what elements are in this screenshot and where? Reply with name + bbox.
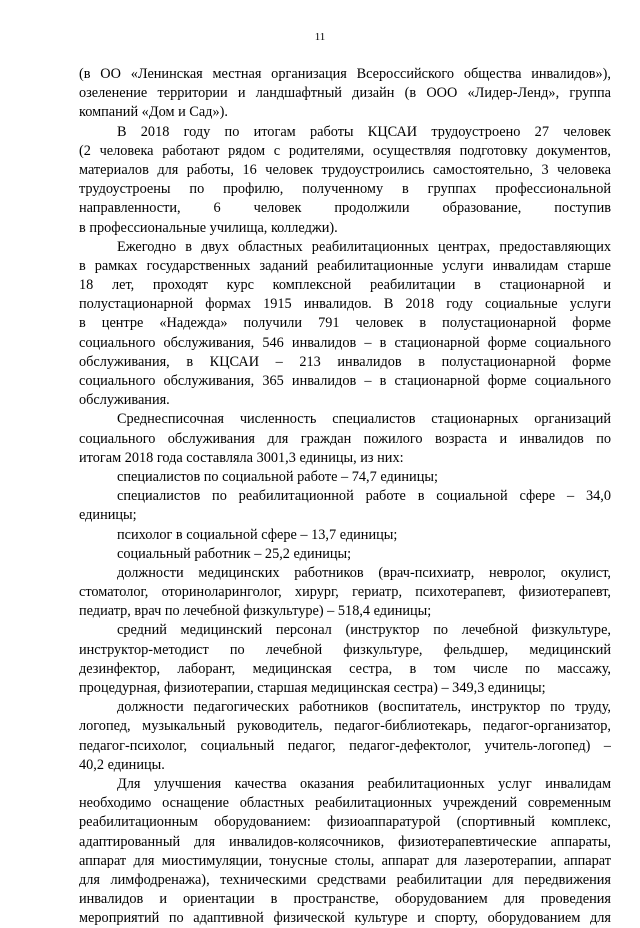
text-line: (в ОО «Ленинская местная организация Всероссийского общества инвалидов»), xyxy=(79,66,611,82)
text-line: стоматолог, оториноларинголог, хирург, гериатр, психотерапевт, физиотерапевт, xyxy=(79,584,611,601)
text-line: специалистов по реабилитационной работе в социальной сфере – 34,0 xyxy=(117,488,611,505)
text-line: Ежегодно в двух областных реабилитационных центрах, предоставляющих xyxy=(117,238,611,255)
text-line: социального обслуживания, 546 инвалидов – в стационарной форме социального xyxy=(79,334,611,351)
text-line: В 2018 году по итогам работы КЦСАИ трудоустроено 27 человек xyxy=(117,123,611,140)
text-line: реабилитационным оборудованием: физиоаппаратурой (спортивный комплекс, xyxy=(79,814,611,831)
text-line: мероприятий по адаптивной физической культуре и спорту, оборудованием для xyxy=(79,910,611,927)
text-line: дезинфектор, лаборант, медицинская сестра, в том числе по массажу, xyxy=(79,660,611,677)
text-line: социальный работник – 25,2 единицы; xyxy=(117,545,352,562)
text-line: направленности, 6 человек продолжили образование, поступив xyxy=(79,200,611,217)
text-line: итогам 2018 года составляла 3001,3 единицы, из них: xyxy=(79,449,404,466)
text-line: 18 лет, проходят курс комплексной реабилитации в стационарной и xyxy=(79,277,611,294)
text-line: в центре «Надежда» получили 791 человек в полустационарной форме xyxy=(79,315,611,332)
text-line: обслуживания, в КЦСАИ – 213 инвалидов в полустационарной форме xyxy=(79,353,611,370)
text-line: 40,2 единицы. xyxy=(79,756,165,773)
text-line: необходимо оснащение областных реабилитационных учреждений современным xyxy=(79,795,611,812)
text-line: социального обслуживания для граждан пожилого возраста и инвалидов по xyxy=(79,430,611,447)
text-line: должности педагогических работников (воспитатель, инструктор по труду, xyxy=(117,699,611,716)
page-number: 11 xyxy=(314,31,326,43)
text-line: Среднесписочная численность специалистов стационарных организаций xyxy=(117,411,611,428)
text-line: должности медицинских работников (врач-психиатр, невролог, окулист, xyxy=(117,564,611,581)
text-line: адаптированный для инвалидов-колясочников, физиотерапевтические аппараты, xyxy=(79,833,611,850)
text-line: социального обслуживания, 365 инвалидов – в стационарной форме социального xyxy=(79,373,611,389)
text-line: полустационарной формах 1915 инвалидов. В 2018 году социальные услуги xyxy=(79,296,611,313)
text-line: психолог в социальной сфере – 13,7 единицы; xyxy=(117,526,398,543)
text-line: логопед, музыкальный руководитель, педагог-библиотекарь, педагог-организатор, xyxy=(79,718,611,735)
text-line: озеленение территории и ландшафтный дизайн (в ООО «Лидер-Ленд», группа xyxy=(79,85,611,102)
text-line: педиатр, врач по лечебной физкультуре) – 518,4 единицы; xyxy=(79,603,432,620)
text-line: в рамках государственных заданий реабилитационные услуги инвалидам старше xyxy=(79,257,611,274)
body-text xyxy=(79,65,611,928)
text-line: единицы; xyxy=(79,507,137,524)
text-line: процедурная, физиотерапии, старшая медицинская сестра) – 349,3 единицы; xyxy=(79,680,546,696)
text-line: (2 человека работают рядом с родителями, осуществляя подготовку документов, xyxy=(79,142,611,159)
text-line: для лимфодренажа), техническими средствами реабилитации для передвижения xyxy=(79,871,611,888)
text-line: компаний «Дом и Сад»). xyxy=(79,104,228,121)
text-line: специалистов по социальной работе – 74,7 единицы; xyxy=(117,468,438,485)
text-line: Для улучшения качества оказания реабилитационных услуг инвалидам xyxy=(117,775,611,792)
text-line: в профессиональные училища, колледжи). xyxy=(79,219,338,236)
text-line: аппарат для миостимуляции, тонусные столы, аппарат для лазеротерапии, аппарат xyxy=(79,852,611,869)
text-line: материалов для работы, 16 человек трудоустроились самостоятельно, 3 человека xyxy=(79,161,611,178)
text-line: средний медицинский персонал (инструктор по лечебной физкультуре, xyxy=(117,622,611,639)
text-line: инвалидов и ориентации в пространстве, оборудованием для проведения xyxy=(79,891,611,908)
text-line: трудоустроены по профилю, полученному в группах профессиональной xyxy=(79,181,611,198)
text-line: обслуживания. xyxy=(79,392,170,409)
text-line: педагог-психолог, социальный педагог, педагог-дефектолог, учитель-логопед) – xyxy=(79,737,611,754)
text-line: инструктор-методист по лечебной физкультуре, фельдшер, медицинский xyxy=(79,641,611,658)
